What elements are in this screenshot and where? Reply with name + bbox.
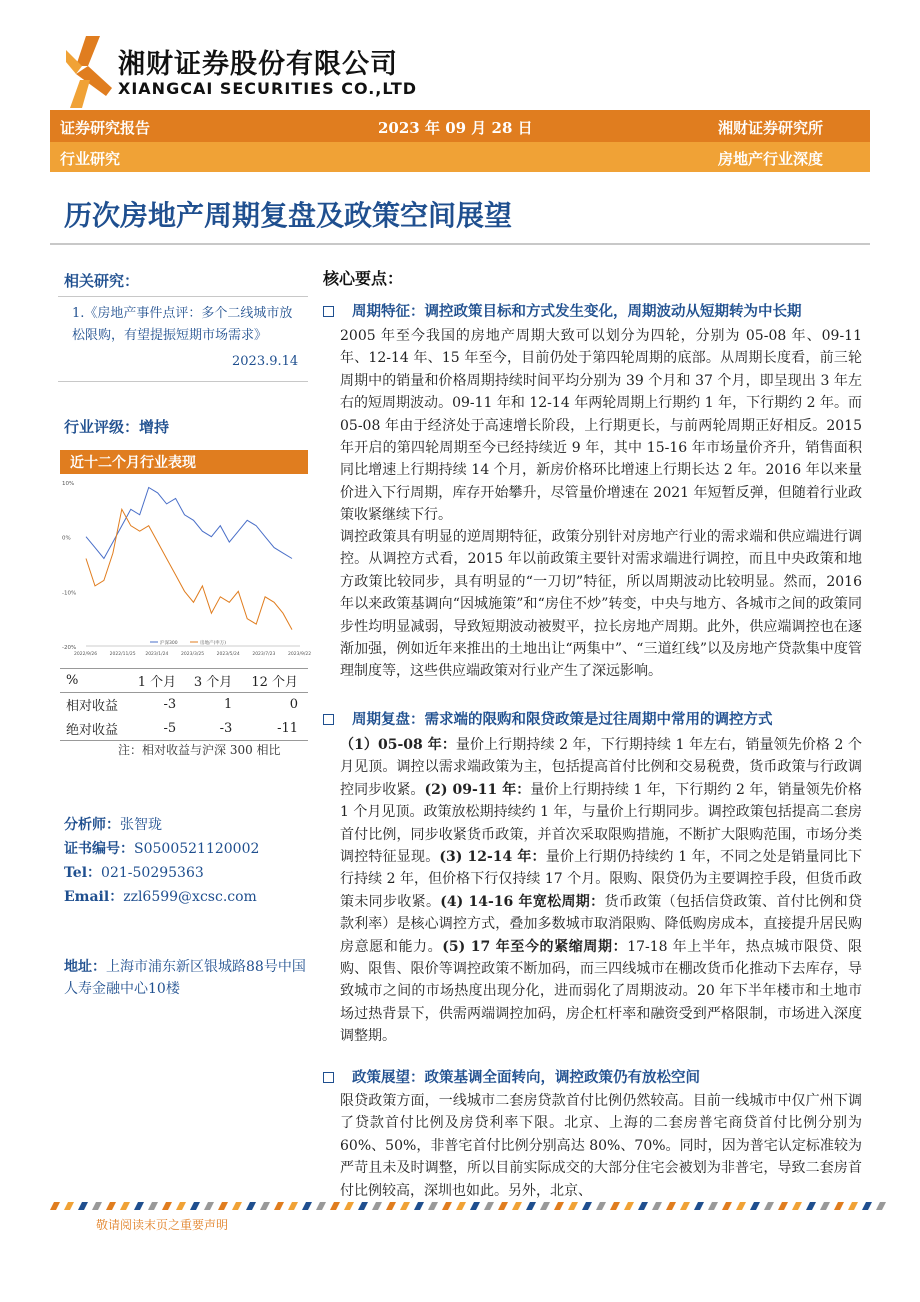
table-header: 12 个月 <box>242 669 308 693</box>
table-header: 3 个月 <box>186 669 242 693</box>
x-tick-label: 2023/3/25 <box>181 652 205 657</box>
related-research-date: 2023.9.14 <box>232 354 299 369</box>
period-text: 量价上行期持续 2 年，下行期持续 1 年左右，销量领先价格 2 个月见顶。调控以需求端政策为主，包括提高首付比例和交易税费，货币政策与行政调控同步收紧。 <box>340 737 862 798</box>
period-text: 量价上行期持续 1 年，下行期约 2 年，销量领先价格 1 个月见顶。政策放松期持续约 1 年，与量价上行期同步。调控政策包括提高二套房首付比例，同步收紧货币政策，并首次采取限购措施，不断扩大限购范围，市场分类调控特征显现。 <box>340 781 863 866</box>
series-line-0 <box>86 488 292 559</box>
institute-name: 湘财证券研究所 <box>718 119 824 137</box>
analyst-tel-value: 021-50295363 <box>101 865 204 881</box>
table-cell: 0 <box>289 697 298 713</box>
y-tick-label: 10% <box>62 481 75 487</box>
x-tick-label: 2023/5/24 <box>216 652 240 657</box>
report-type: 证券研究报告 <box>60 119 151 137</box>
analyst-name-value: 张智珑 <box>120 817 162 833</box>
legend-label: 房地产(申万) <box>200 641 227 646</box>
report-subcategory: 房地产行业深度 <box>718 150 824 168</box>
x-tick-label: 2023/7/23 <box>252 652 276 657</box>
checkbox-bullet-icon <box>323 306 334 317</box>
period-text: 货币政策（包括信贷政策、首付比例和贷款利率）是核心调控方式，叠加多数城市取消限购、降低购房成本，直接提升居民购房意愿和能力。 <box>340 893 863 955</box>
analyst-address <box>64 956 309 1000</box>
report-date: 2023 年 09 月 28 日 <box>378 119 533 137</box>
section-heading-cycle <box>323 300 802 321</box>
analyst-email-value[interactable]: zzl6599@xcsc.com <box>123 889 257 905</box>
table-row <box>60 717 308 741</box>
page-title: 历次房地产周期复盘及政策空间展望 <box>64 199 513 232</box>
table-header: 1 个月 <box>130 669 186 693</box>
analyst-tel-label: Tel： <box>64 865 102 881</box>
analyst-name <box>64 814 162 834</box>
y-tick-label: -10% <box>62 590 77 597</box>
analyst-email-label: Email： <box>64 889 124 905</box>
paragraph-cycle-2: 调控政策具有明显的逆周期特征，政策分别针对房地产行业的需求端和供应端进行调控。从调控方式看，2015 年以前政策主要针对需求端进行调控，而且中央政策和地方政策比较同步，具有明显的“一刀切”特征，所以周期波动比较明显。然而，2016 年以来政策基调向“因城施策”和“房住不炒”转变，中央与地方、各城市之间的政策同步性均明显减弱，导致短期波动被熨平，拉长房地产周期。此外，供应端调控也在逐渐加强，例如近年来推出的土地出让“两集中”、“三道红线”以及房地产贷款集中度管理制度等，这些供应端政策对行业产生了深远影响。 <box>340 529 862 680</box>
related-research-label: 相关研究： <box>64 272 140 290</box>
paragraph-cycle-1: 2005 年至今我国的房地产周期大致可以划分为四轮，分别为 05-08 年、09-11 年、12-14 年、15 年至今，目前仍处于第四轮周期的底部。从周期长度看，前三轮周期中的销量和价格周期持续时间平均分别为 39 个月和 37 个月，即呈现出 3 年左右的短周期波动。09-11 年和 12-14 年两轮周期上行期约 1 年，下行期约 2 年。而 05-08 年由于经济处于高速增长阶段，上行期更长，与前两轮周期正好相反。2015 年开启的第四轮周期至今已经持续近 9 年，其中 15-16 年市场量价齐升，销售面积同比增速上行期持续 14 个月，新房价格环比增速上行期长达 2 年。2016 年以来量价进入下行周期，库存开始攀升，尽管量价增速在 2021 年短暂反弹，但随着行业政策收紧继续下行。 <box>340 328 862 524</box>
paragraph-outlook: 限贷政策方面，一线城市二套房贷款首付比例仍然较高。目前一线城市中仅广州下调了贷款首付比例及房贷利率下限。北京、上海的二套房普宅商贷首付比例分别为 60%、50%，非普宅首付比例分别高达 80%、70%。同时，因为普宅认定标准较为严苛且未及时调整，所以目前实际成交的大部分住宅会被划为非普宅，导致二套房首付比例较高，深圳也如此。另外，北京、 <box>340 1093 862 1199</box>
section-heading-review <box>323 708 773 729</box>
table-header: % <box>60 669 130 693</box>
section-heading-text: 政策展望：政策基调全面转向，调控政策仍有放松空间 <box>352 1069 700 1086</box>
footer-disclaimer: 敬请阅读末页之重要声明 <box>96 1218 229 1232</box>
table-cell: -5 <box>130 717 186 741</box>
period-label: (5) 17 年至今的紧缩周期： <box>442 938 628 955</box>
section-heading-outlook <box>323 1066 700 1087</box>
core-points-title: 核心要点： <box>323 269 404 288</box>
period-text: 量价上行期仍持续约 1 年，不同之处是销量同比下行持续 2 年，但价格下行仅持续 17 个月。限购、限贷仍为主要调控手段，但货币政策未同步收紧。 <box>340 849 863 910</box>
table-cell: 相对收益 <box>66 699 119 715</box>
period-text: 17-18 年上半年，热点城市限贷、限购、限售、限价等调控政策不断加码，而三四线城市在棚改货币化推动下去库存，导致城市之间的市场热度出现分化，进而弱化了周期波动。20 年下半年楼市和土地市场过热背景下，供需两端调控加码，房企杠杆率和融资受到严格限制，市场进入深度调整期。 <box>340 938 862 1045</box>
checkbox-bullet-icon <box>323 714 334 725</box>
company-name-en: XIANGCAI SECURITIES CO.,LTD <box>118 79 418 98</box>
analyst-email <box>64 886 257 906</box>
checkbox-bullet-icon <box>323 1072 334 1083</box>
table-cell: 1 <box>223 697 233 713</box>
table-cell: -3 <box>163 697 177 713</box>
analyst-tel <box>64 862 204 882</box>
x-tick-label: 2023/9/22 <box>288 652 312 657</box>
chart-title: 近十二个月行业表现 <box>60 450 308 474</box>
industry-performance-chart <box>60 474 312 664</box>
table-row <box>60 693 308 717</box>
period-label: (2) 09-11 年： <box>424 781 531 798</box>
x-tick-label: 2023/1/24 <box>145 652 169 657</box>
industry-rating: 行业评级：增持 <box>64 418 170 436</box>
period-label: (4) 14-16 年宽松周期： <box>440 893 605 910</box>
title-divider <box>50 243 870 245</box>
analyst-cert <box>64 838 259 858</box>
section-heading-text: 周期特征：调控政策目标和方式发生变化，周期波动从短期转为中长期 <box>352 303 802 320</box>
footer-stripe-segment <box>876 1202 886 1210</box>
paragraph-review <box>340 734 862 1048</box>
x-tick-label: 2022/11/25 <box>109 652 136 657</box>
analyst-cert-label: 证书编号： <box>64 841 134 857</box>
series-line-1 <box>86 509 292 629</box>
analyst-name-label: 分析师： <box>64 817 120 833</box>
table-cell: -11 <box>242 717 308 741</box>
section-heading-text: 周期复盘：需求端的限购和限贷政策是过往周期中常用的调控方式 <box>352 711 773 728</box>
period-label: (3) 12-14 年： <box>439 849 546 866</box>
x-tick-label: 2022/9/26 <box>74 652 98 657</box>
header-bar-bottom <box>50 142 870 172</box>
related-research-link[interactable]: 1.《房地产事件点评：多个二线城市放松限购，有望提振短期市场需求》 <box>72 306 293 343</box>
footer-stripe <box>50 1202 870 1210</box>
chart-svg <box>60 474 312 664</box>
header-bar-top <box>50 110 870 142</box>
table-header-row <box>60 669 308 693</box>
y-tick-label: 0% <box>62 535 71 542</box>
table-note: 注：相对收益与沪深 300 相比 <box>118 743 281 757</box>
company-logo-icon <box>66 36 112 108</box>
table-cell: 绝对收益 <box>60 717 130 741</box>
report-category: 行业研究 <box>60 150 121 168</box>
analyst-addr-value: 上海市浦东新区银城路88号中国人寿金融中心10楼 <box>64 959 306 997</box>
table-cell: -3 <box>186 717 242 741</box>
y-tick-label: -20% <box>62 645 77 651</box>
period-label: （1）05-08 年： <box>340 737 456 753</box>
legend-label: 沪深300 <box>160 641 178 646</box>
company-name-cn: 湘财证券股份有限公司 <box>118 49 398 80</box>
performance-table <box>60 668 308 741</box>
analyst-addr-label: 地址： <box>64 959 106 975</box>
analyst-cert-value: S0500521120002 <box>134 841 260 857</box>
